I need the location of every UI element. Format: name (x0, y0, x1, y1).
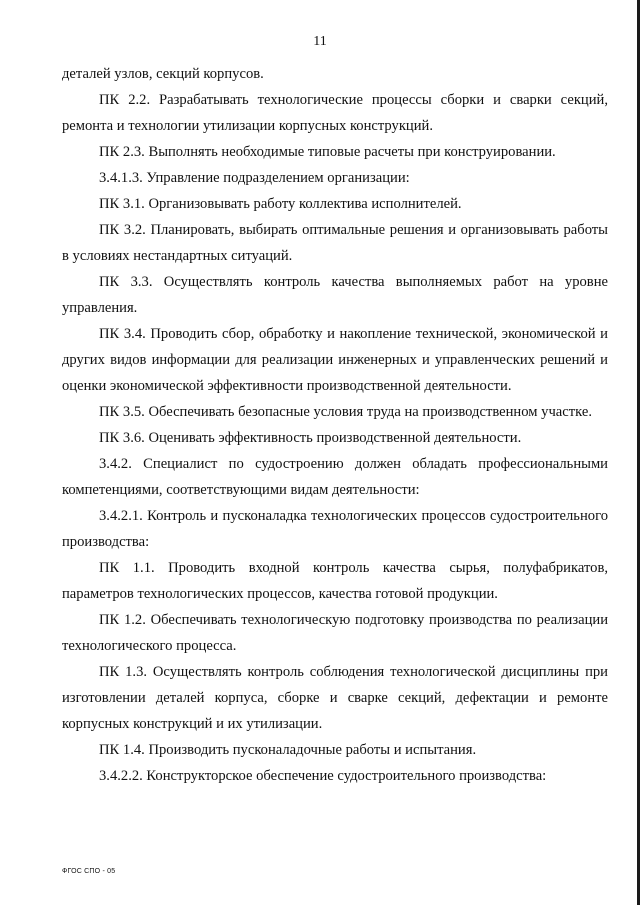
section-heading-3-4-2-2: 3.4.2.2. Конструкторское обеспечение судостроительного производства: (99, 768, 547, 784)
page-number: 11 (313, 34, 327, 49)
paragraph-pk-2-2: ПК 2.2. Разрабатывать технологические процессы сборки и сварки секций, ремонта и технологии утилизации корпусных конструкций. (62, 92, 608, 134)
paragraph-pk-2-3: ПК 2.3. Выполнять необходимые типовые расчеты при конструировании. (99, 144, 556, 160)
paragraph-continuation: деталей узлов, секций корпусов. (62, 66, 264, 82)
footer-standard-code: ФГОС СПО - 05 (62, 868, 116, 875)
section-heading-3-4-2-1: 3.4.2.1. Контроль и пусконаладка технологических процессов судостроительного производства: (62, 508, 608, 550)
paragraph-pk-3-1: ПК 3.1. Организовывать работу коллектива исполнителей. (99, 196, 462, 212)
paragraph-pk-1-4: ПК 1.4. Производить пусконаладочные работы и испытания. (99, 742, 477, 758)
paragraph-pk-3-3: ПК 3.3. Осуществлять контроль качества выполняемых работ на уровне управления. (62, 274, 608, 316)
paragraph-pk-1-3: ПК 1.3. Осуществлять контроль соблюдения технологической дисциплины при изготовлении деталей корпуса, сборке и сварке секций, дефектации и ремонте корпусных конструкций и их утилизации. (62, 664, 608, 732)
paragraph-pk-3-6: ПК 3.6. Оценивать эффективность производственной деятельности. (99, 430, 522, 446)
paragraph-pk-1-2: ПК 1.2. Обеспечивать технологическую подготовку производства по реализации технологического процесса. (62, 612, 608, 654)
section-heading-3-4-2: 3.4.2. Специалист по судостроению должен обладать профессиональными компетенциями, соответствующими видам деятельности: (62, 456, 608, 498)
paragraph-pk-1-1: ПК 1.1. Проводить входной контроль качества сырья, полуфабрикатов, параметров технологических процессов, качества готовой продукции. (62, 560, 608, 602)
section-heading-3-4-1-3: 3.4.1.3. Управление подразделением организации: (99, 170, 410, 186)
document-body (62, 61, 608, 789)
paragraph-pk-3-4: ПК 3.4. Проводить сбор, обработку и накопление технической, экономической и других видов информации для реализации инженерных и управленческих решений и оценки экономической эффективности производственной деятельности. (62, 326, 608, 394)
paragraph-pk-3-2: ПК 3.2. Планировать, выбирать оптимальные решения и организовывать работы в условиях нестандартных ситуаций. (62, 222, 608, 264)
paragraph-pk-3-5: ПК 3.5. Обеспечивать безопасные условия труда на производственном участке. (99, 404, 592, 420)
